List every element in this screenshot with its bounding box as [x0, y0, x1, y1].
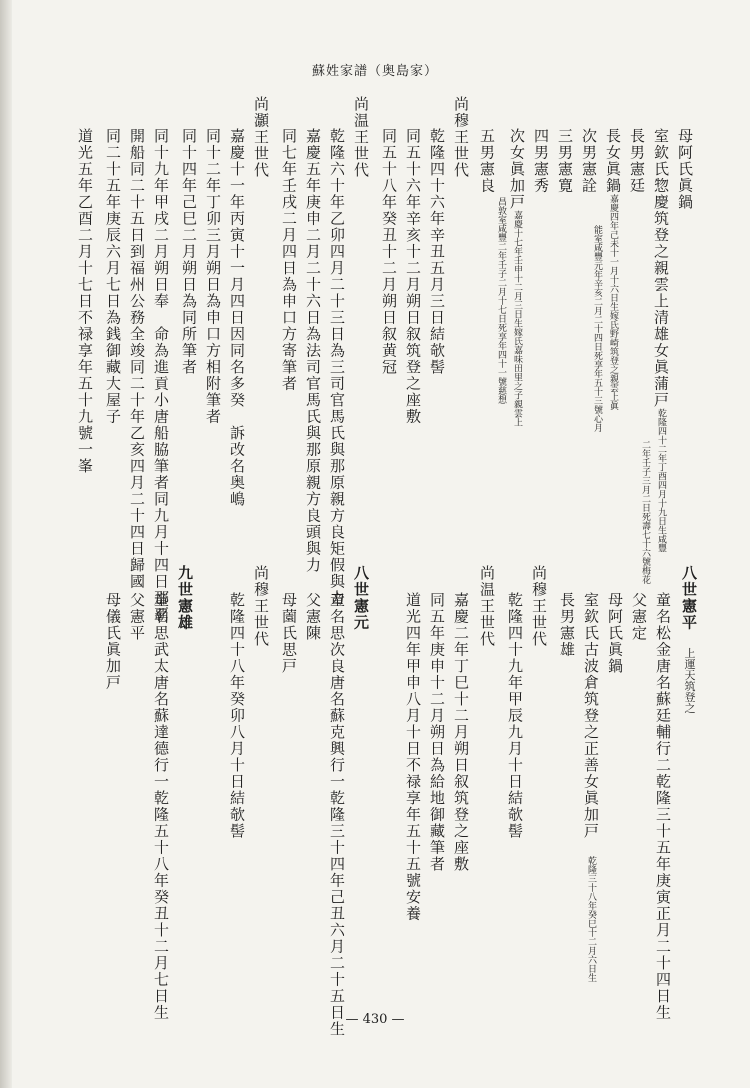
upper-col-fifth-son: 五男憲良: [478, 128, 496, 194]
eldest-daughter-text: 長女眞鍋: [604, 128, 622, 194]
upper-col-eldest-son: 長男憲廷: [628, 128, 646, 194]
lower-col-record-5: 乾隆四十八年癸卯八月十日結欹髻: [228, 592, 246, 840]
upper-col-reign-shoon: 尚温王世代: [352, 96, 370, 179]
heading-kenpei-title: 八世憲平: [680, 565, 698, 631]
wife-note-a: 乾隆四十二年丁酉四月十九日生咸豐: [656, 408, 666, 553]
upper-col-second-son: 次男憲詮: [580, 128, 598, 194]
lower-col-kenpei-son: 長男憲雄: [558, 592, 576, 658]
upper-col-record-3: 同五十八年癸丑十二月朔日叙黄冠: [380, 128, 398, 376]
wife-note-b: 二年壬子三月二日死壽七十六號梅花: [640, 440, 650, 584]
lower-col-kenpei-wife: [582, 592, 599, 982]
kenpei-wife-note: 乾隆三十八年癸巳十二月六日生: [586, 856, 596, 982]
kenpei-wife-text: 室欽氏古波倉筑登之正善女眞加戸: [582, 592, 600, 840]
lower-col-kengen-mother: 母薗氏思戸: [280, 592, 298, 675]
upper-col-reign-shoko: 尚灝王世代: [252, 96, 270, 179]
lower-col-heading-kengen: 八世憲元: [352, 565, 370, 631]
lower-col-heading-kenyu: 九世憲雄: [176, 565, 194, 631]
lower-col-record-3: 同五年庚申十二月朔日為給地御藏筆者: [428, 592, 446, 873]
lower-col-reign-shoon: 尚温王世代: [478, 565, 496, 648]
lower-col-kengen-birth: 童名思次良唐名蘇克興行一乾隆三十四年己丑六月二十五日生: [328, 592, 346, 1038]
upper-col-eldest-daughter: [604, 128, 621, 410]
upper-col-record-13: 道光五年乙酉二月十七日不禄享年五十九號一峯: [76, 128, 94, 475]
upper-col-record-8: 同十二年丁卯三月朔日為申口方相附筆者: [204, 128, 222, 425]
lower-col-record-4: 道光四年甲申八月十日不禄享年五十五號安養: [404, 592, 422, 922]
lower-col-record-2: 嘉慶二年丁巳十二月朔日叙筑登之座敷: [452, 592, 470, 873]
lower-col-kenyu-birth: 童名思武太唐名蘇達德行一乾隆五十八年癸丑十二月七日生: [152, 592, 170, 1021]
lower-col-reign-shoboku-2: 尚穆王世代: [252, 565, 270, 648]
upper-col-record-4: 乾隆六十年乙卯四月二十三日為三司官馬氏與那原親方良矩假與力: [328, 128, 346, 607]
eldest-daughter-note-b: 能室咸豐元年辛亥二月二十四日死享年五十三號心月: [592, 225, 602, 432]
page-header: 蘇姓家譜（奥島家）: [311, 64, 438, 79]
upper-col-record-6: 同七年壬戌二月四日為申口方寄筆者: [280, 128, 298, 392]
upper-col-record-7: 嘉慶十一年丙寅十一月四日因同名多癸 訴改名奥嶋: [228, 128, 246, 508]
lower-col-kenpei-birth: 童名松金唐名蘇廷輔行二乾隆三十五年庚寅正月二十四日生: [654, 592, 672, 1021]
heading-kenpei-sub: 上運天筑登之: [683, 647, 696, 714]
lower-col-kenyu-mother: 母儀氏眞加戸: [104, 592, 122, 691]
lower-col-kengen-father: 父憲陳: [304, 592, 322, 642]
upper-col-fourth-son: 四男憲秀: [532, 128, 550, 194]
page-number: — 430 —: [345, 1012, 405, 1027]
wife-text: 室欽氏惣慶筑登之親雲上清雄女眞蒲戸: [652, 128, 670, 409]
lower-col-record-1: 乾隆四十九年甲辰九月十日結欹髻: [506, 592, 524, 840]
upper-col-record-12: 同二十五年庚辰六月七日為銭御藏大屋子: [104, 128, 122, 425]
lower-col-heading-kenpei: [680, 565, 697, 714]
upper-col-record-10: 同十九年甲戌二月朔日奉 命為進貢小唐船脇筆者同九月十四日那覇: [152, 128, 170, 623]
second-daughter-note-a: 嘉慶十七年壬申十二月三日生嫁氏嘉味田里之子親雲上: [512, 210, 522, 427]
upper-col-wife: [652, 128, 669, 553]
lower-col-kenpei-mother: 母阿氏眞鍋: [606, 592, 624, 675]
upper-col-record-2: 同五十六年辛亥十二月朔日叙筑登之座敷: [404, 128, 422, 425]
upper-col-record-5: 嘉慶五年庚申二月二十六日為法司官馬氏與那原親方良頭與力: [304, 128, 322, 574]
lower-col-kenyu-father: 父憲平: [128, 592, 146, 642]
lower-col-reign-shoboku: 尚穆王世代: [530, 565, 548, 648]
upper-col-record-1: 乾隆四十六年辛丑五月三日結欹髻: [428, 128, 446, 376]
upper-col-reign-shoboku: 尚穆王世代: [452, 96, 470, 179]
upper-col-mother: 母阿氏眞鍋: [676, 128, 694, 211]
upper-col-record-11: 開船同二十五日到福州公務全竣同二十年乙亥四月二十四日歸國: [128, 128, 146, 590]
second-daughter-note-b: 昌敦室咸豐二年壬子二月十七日死享年四十一號慈想: [496, 197, 506, 404]
upper-col-record-9: 同十四年己巳二月朔日為同所筆者: [180, 128, 198, 376]
page-edge: [0, 0, 12, 1088]
eldest-daughter-note-a: 嘉慶四年己未十一月十六日生嫁氏野崎筑登之親雲上眞: [608, 194, 618, 410]
upper-col-second-daughter: [508, 128, 525, 427]
upper-col-third-son: 三男憲寛: [556, 128, 574, 194]
second-daughter-text: 次女眞加戸: [508, 128, 526, 211]
lower-col-kenpei-father: 父憲定: [630, 592, 648, 642]
